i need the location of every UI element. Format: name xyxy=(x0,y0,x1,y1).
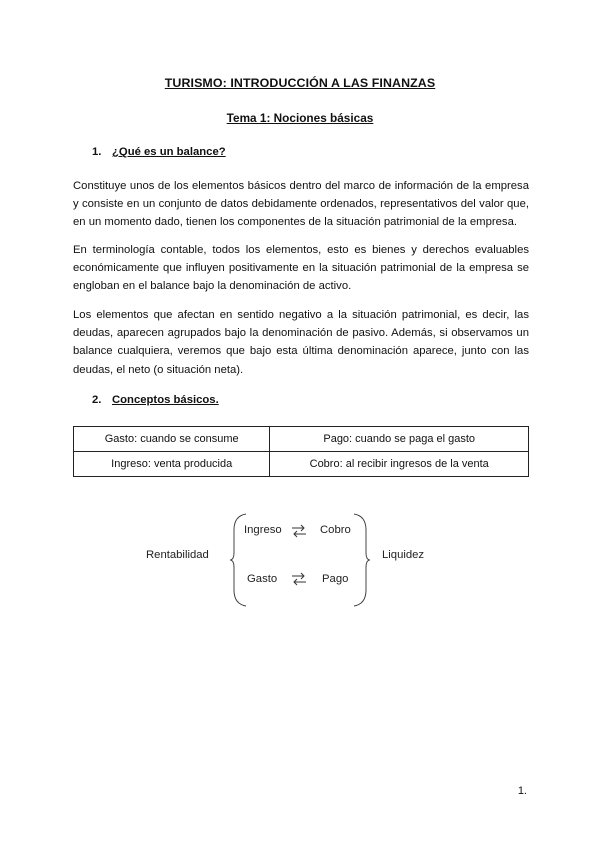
section-heading-2 xyxy=(92,394,219,406)
diagram-right-label: Liquidez xyxy=(382,549,425,561)
table-cell: Ingreso: venta producida xyxy=(74,452,270,477)
diagram-left-label: Rentabilidad xyxy=(146,549,209,561)
document-subtitle: Tema 1: Nociones básicas xyxy=(226,111,374,125)
diagram-cobro: Cobro xyxy=(320,524,351,536)
table-row xyxy=(74,427,529,452)
section-heading-1 xyxy=(92,146,226,158)
diagram-gasto: Gasto xyxy=(247,573,278,585)
swap-arrows-icon xyxy=(290,572,308,586)
right-bracket xyxy=(350,512,372,608)
section-number: 1. xyxy=(92,146,102,158)
page-number: 1. xyxy=(517,785,527,797)
paragraph-2: En terminología contable, todos los elementos, esto es bienes y derechos evaluables económicamente que influyen positivamente en la situación patrimonial de la empresa se engloban en el balance bajo la denominación de activo. xyxy=(73,244,529,293)
section-number: 2. xyxy=(92,394,102,406)
document-title: TURISMO: INTRODUCCIÓN A LAS FINANZAS xyxy=(164,76,436,90)
table-cell: Pago: cuando se paga el gasto xyxy=(270,427,529,452)
paragraph-1: Constituye unos de los elementos básicos dentro del marco de información de la empresa y consiste en un conjunto de datos debidamente ordenados, representativos del valor que, en un momento dado, tienen los componentes de la situación patrimonial de la empresa. xyxy=(73,180,529,229)
table-row xyxy=(74,452,529,477)
section-title: Conceptos básicos. xyxy=(112,394,219,406)
concepts-table xyxy=(73,426,529,477)
paragraph-3: Los elementos que afectan en sentido negativo a la situación patrimonial, es decir, las deudas, aparecen agrupados bajo la denominación de pasivo. Además, si observamos un balance cualquiera, veremos que bajo esta última denominación aparece, junto con las deudas, el neto (o situación neta). xyxy=(73,309,529,376)
section-title: ¿Qué es un balance? xyxy=(112,146,226,158)
diagram-pago: Pago xyxy=(322,573,349,585)
table-cell: Cobro: al recibir ingresos de la venta xyxy=(270,452,529,477)
table-cell: Gasto: cuando se consume xyxy=(74,427,270,452)
diagram-ingreso: Ingreso xyxy=(244,524,282,536)
swap-arrows-icon xyxy=(290,524,308,538)
